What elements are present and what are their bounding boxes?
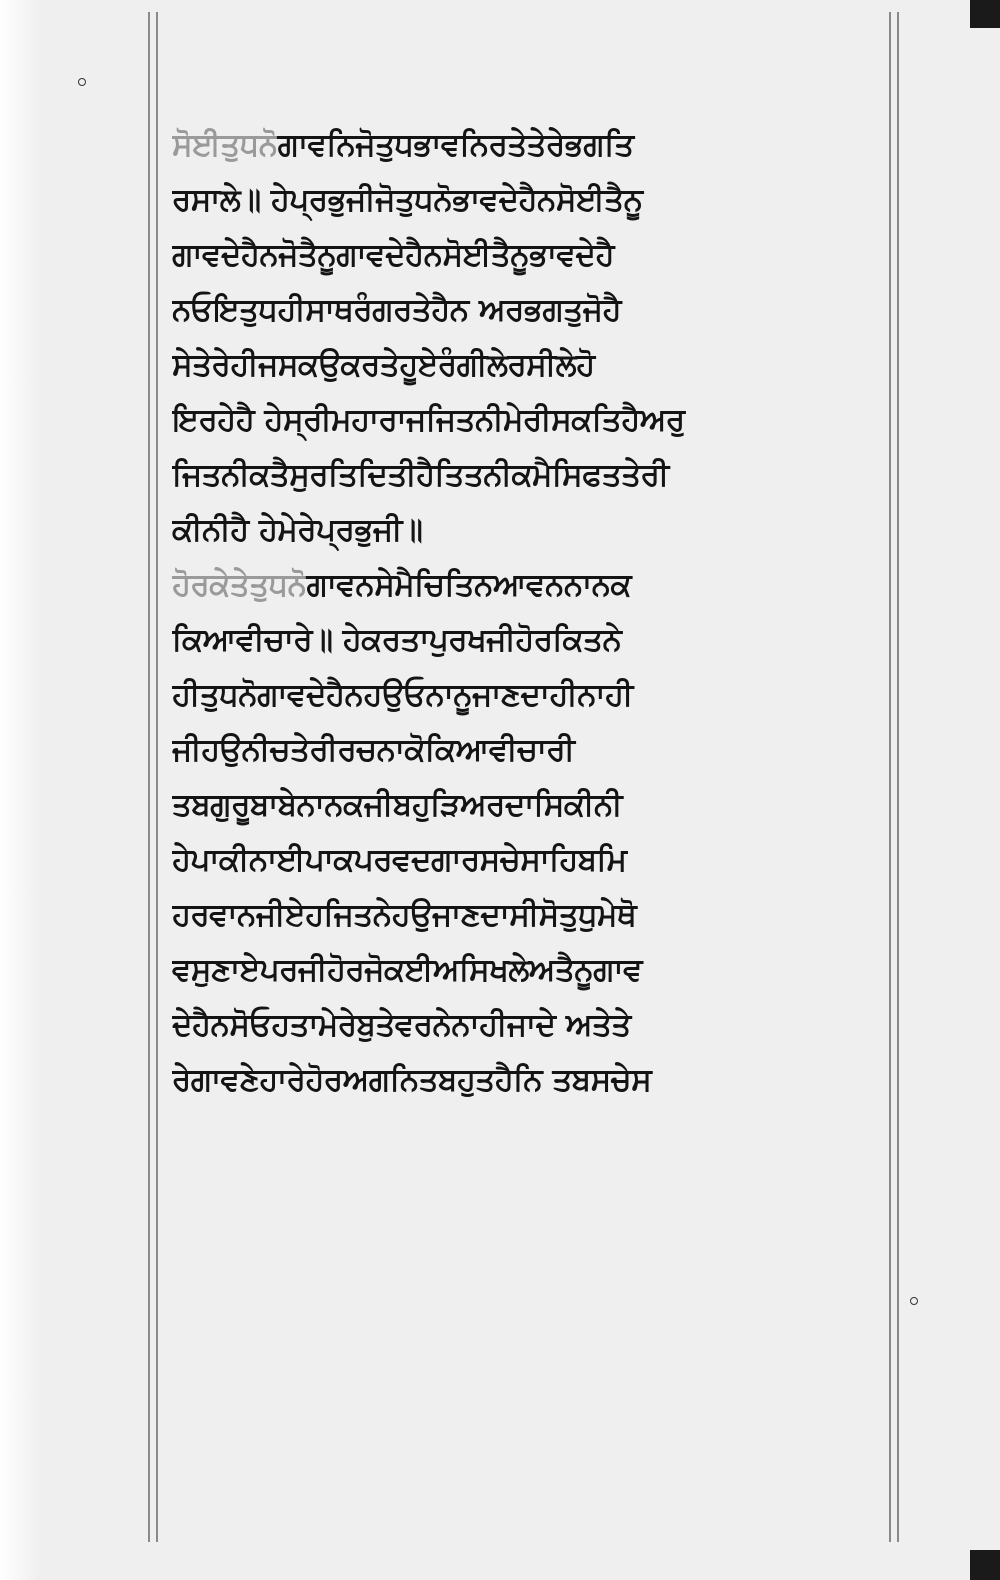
faded-verse-heading: ਹੋਰਕੇਤੇਤੁਧਨੋ xyxy=(172,567,307,603)
left-margin-rule-inner xyxy=(156,12,158,1542)
manuscript-line xyxy=(172,668,912,723)
manuscript-line xyxy=(172,228,912,283)
verse-end-mark xyxy=(910,1297,918,1305)
binding-edge-top xyxy=(970,0,1000,28)
manuscript-line xyxy=(172,338,912,393)
manuscript-line xyxy=(172,723,912,778)
manuscript-line-text: ਜੀਹਉਨੀਚਤੇਰੀਰਚਨਾਕੋਕਿਆਵੀਚਾਰੀ xyxy=(172,732,575,768)
manuscript-line-text: ਰਸਾਲੇ॥ ਹੇਪ੍ਰਭੁਜੀਜੋਤੁਧਨੋਭਾਵਦੇਹੈਨਸੋਈਤੈਨੂ xyxy=(172,182,643,218)
manuscript-line xyxy=(172,943,912,998)
manuscript-line-text: ਗਾਵਦੇਹੈਨਜੋਤੈਨੂਗਾਵਦੇਹੈਨਸੋਈਤੈਨੂਭਾਵਦੇਹੈ xyxy=(172,237,614,273)
manuscript-line-text: ਗਾਵਨਿਜੋਤੁਧਭਾਵਨਿਰਤੇਤੇਰੇਭਗਤਿ xyxy=(277,127,634,163)
manuscript-line-text: ਨਓਇਤੁਧਹੀਸਾਥਰੰਗਰਤੇਹੈਨ ਅਰਭਗਤੁਜੋਹੈ xyxy=(172,292,622,328)
manuscript-line xyxy=(172,283,912,338)
manuscript-line xyxy=(172,833,912,888)
manuscript-line xyxy=(172,998,912,1053)
manuscript-line-text: ਰੇਗਾਵਣੇਹਾਰੇਹੋਰਅਗਨਿਤਬਹੁਤਹੈਨਿ ਤਬਸਚੇਸ xyxy=(172,1062,652,1098)
manuscript-line xyxy=(172,888,912,943)
manuscript-line-text: ਵਸੁਣਾਏਪਰਜੀਹੋਰਜੋਕਈਅਸਿਖਲੇਅਤੈਨੂਗਾਵ xyxy=(172,952,643,988)
manuscript-line xyxy=(172,393,912,448)
manuscript-line xyxy=(172,613,912,668)
manuscript-line xyxy=(172,558,912,613)
manuscript-line-text: ਹੀਤੁਧਨੋਗਾਵਦੇਹੈਨਹਉਓਨਾਨੂਜਾਣਦਾਹੀਨਾਹੀ xyxy=(172,677,633,713)
manuscript-line-text: ਜਿਤਨੀਕਤੈਸੁਰਤਿਦਿਤੀਹੈਤਿਤਨੀਕਮੈਸਿਫਤਤੇਰੀ xyxy=(172,457,669,493)
manuscript-line-text: ਹੇਪਾਕੀਨਾਈਪਾਕਪਰਵਦਗਾਰਸਚੇਸਾਹਿਬਮਿ xyxy=(172,842,627,878)
manuscript-line-text: ਸੇਤੇਰੇਹੀਜਸਕਉਕਰਤੇਹੂਏਰੰਗੀਲੇਰਸੀਲੇਹੋ xyxy=(172,347,595,383)
manuscript-line-text: ਦੇਹੈਨਸੋਓਹਤਾਮੇਰੇਬੁਤੇਵਰਨੇਨਾਹੀਜਾਦੇ ਅਤੇਤੇ xyxy=(172,1007,631,1043)
manuscript-line-text: ਕੀਨੀਹੈ ਹੇਮੇਰੇਪ੍ਰਭੁਜੀ॥ xyxy=(172,512,423,548)
manuscript-line xyxy=(172,118,912,173)
ink-spot xyxy=(78,78,86,86)
binding-edge-bottom xyxy=(970,1550,1000,1580)
manuscript-line-text: ਹਰਵਾਨਜੀਏਹਜਿਤਨੇਹਉਜਾਣਦਾਸੀਸੋਤੁਧੁਮੇਥੋ xyxy=(172,897,637,933)
faded-verse-heading: ਸੋਈਤੁਧਨੋ xyxy=(172,127,278,163)
manuscript-line xyxy=(172,778,912,833)
manuscript-line-text: ਕਿਆਵੀਚਾਰੇ॥ ਹੇਕਰਤਾਪੁਰਖਜੀਹੋਰਕਿਤਨੇ xyxy=(172,622,622,658)
manuscript-line-text: ਇਰਹੇਹੈ ਹੇਸ੍ਰੀਮਹਾਰਾਜਜਿਤਨੀਮੇਰੀਸਕਤਿਹੈਅਰੁ xyxy=(172,402,685,438)
manuscript-line xyxy=(172,1053,912,1108)
manuscript-text-block xyxy=(172,118,912,1108)
manuscript-line xyxy=(172,503,912,558)
manuscript-line-text: ਗਾਵਨਸੇਮੈਚਿਤਿਨਆਵਨਨਾਨਕ xyxy=(306,567,632,603)
left-margin-rule xyxy=(148,12,150,1542)
manuscript-line xyxy=(172,448,912,503)
manuscript-line xyxy=(172,173,912,228)
manuscript-line-text: ਤਬਗੁਰੂਬਾਬੇਨਾਨਕਜੀਬਹੁੜਿਅਰਦਾਸਿਕੀਨੀ xyxy=(172,787,623,823)
